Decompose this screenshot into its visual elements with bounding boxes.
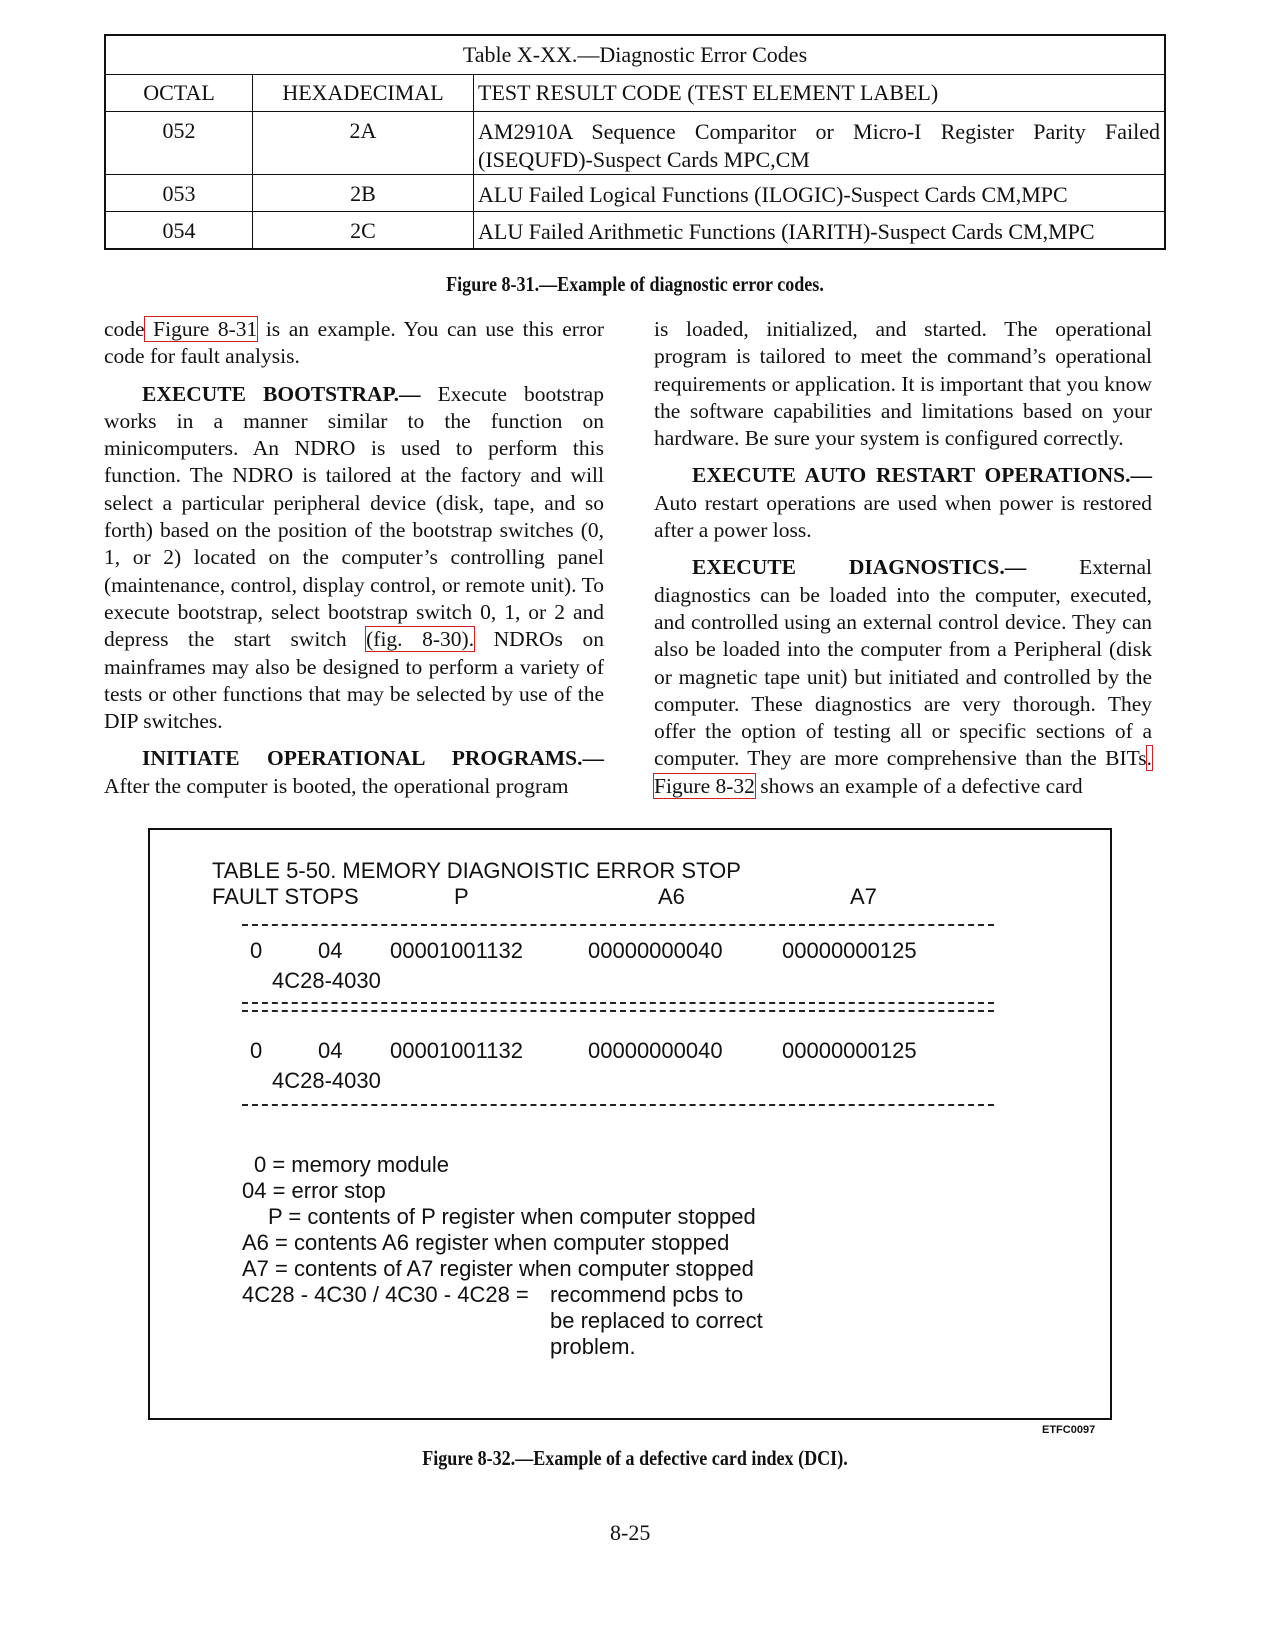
cell-octal: 052 <box>105 112 253 175</box>
legend-line: A6 = contents A6 register when computer stopped <box>242 1230 730 1255</box>
col-header-hex: HEXADECIMAL <box>253 75 474 112</box>
entry-a6: 00000000040 <box>588 938 723 963</box>
cell-result: AM2910A Sequence Comparitor or Micro-I Register Parity Failed (ISEQUFD)-Suspect Cards MPC,CM <box>474 112 1166 175</box>
table-row <box>105 112 1165 175</box>
text: NDROs on mainframes may also be designed to perform a variety of tests or other functions that may be selected by use of the DIP switches. <box>104 627 604 734</box>
section-heading: EXECUTE AUTO RESTART OPERATIONS.— <box>692 463 1152 488</box>
legend-pcbs-key: 4C28 - 4C30 / 4C30 - 4C28 = <box>242 1282 529 1307</box>
paragraph-execute-diagnostics <box>654 554 1152 800</box>
paragraph-intro <box>104 316 604 371</box>
divider <box>242 1104 994 1106</box>
cell-octal: 054 <box>105 212 253 250</box>
divider <box>242 924 994 926</box>
text: Auto restart operations are used when power is restored after a power loss. <box>654 490 1152 543</box>
divider <box>242 1002 994 1004</box>
table-row <box>105 175 1165 212</box>
dci-header-p: P <box>454 884 469 909</box>
dci-header-fault-stops: FAULT STOPS <box>212 884 359 909</box>
paragraph-initiate-programs <box>104 745 604 800</box>
dci-header-a6: A6 <box>658 884 685 909</box>
figure-8-32-caption: Figure 8-32.—Example of a defective card index (DCI). <box>422 1446 848 1470</box>
text: shows an example of a defective card <box>754 773 1083 798</box>
text: code <box>104 317 145 341</box>
table-row <box>105 212 1165 250</box>
entry-p: 00001001132 <box>390 1038 523 1063</box>
paragraph-auto-restart <box>654 462 1152 544</box>
figure-8-32-link[interactable]: . Figure 8-32 <box>654 746 1152 798</box>
text: Execute bootstrap works in a manner similar to the function on minicomputers. An NDRO is used to perform this function. The NDRO is tailored at the factory and will select a particular peripheral device (disk, tape, and so forth) based on the position of the bootstrap switches (0, 1, or 2) located on the computer’s controlling panel (maintenance, control, display control, or remote unit). To execute bootstrap, select bootstrap switch 0, 1, or 2 and depress the start switch <box>104 381 604 652</box>
cell-result: ALU Failed Arithmetic Functions (IARITH)-Suspect Cards CM,MPC <box>474 212 1166 250</box>
right-column <box>654 316 1152 810</box>
left-column <box>104 316 604 810</box>
diagnostic-error-codes-table <box>104 34 1166 250</box>
cell-hex: 2C <box>253 212 474 250</box>
entry-a7: 00000000125 <box>782 938 917 963</box>
entry-error-stop: 04 <box>318 1038 343 1063</box>
legend-line: P = contents of P register when computer stopped <box>268 1204 756 1229</box>
entry-pcbs: 4C28-4030 <box>272 1068 381 1093</box>
cell-result: ALU Failed Logical Functions (ILOGIC)-Suspect Cards CM,MPC <box>474 175 1166 212</box>
dci-title: TABLE 5-50. MEMORY DIAGNOISTIC ERROR STOP <box>212 858 741 883</box>
legend-line: 04 = error stop <box>242 1178 386 1203</box>
text: After the computer is booted, the operational program <box>104 773 569 798</box>
col-header-octal: OCTAL <box>105 75 253 112</box>
text: External diagnostics can be loaded into the computer, executed, and controlled using an external control device. They can also be loaded into the computer from a Peripheral (disk or magnetic tape unit) but initiated and controlled by the computer. These diagnostics are very thorough. They offer the option of testing all or specific sections of a computer. They are more comprehensive than the BITs <box>654 555 1152 771</box>
col-header-result: TEST RESULT CODE (TEST ELEMENT LABEL) <box>474 75 1166 112</box>
entry-p: 00001001132 <box>390 938 523 963</box>
entry-module: 0 <box>250 938 263 963</box>
paragraph-operational: is loaded, initialized, and started. The operational program is tailored to meet the command’s operational requirements or application. It is important that you know the software capabilities and limitations based on your hardware. Be sure your system is configured correctly. <box>654 317 1152 451</box>
legend-pcbs-value: be replaced to correct <box>550 1308 763 1333</box>
entry-error-stop: 04 <box>318 938 343 963</box>
cell-octal: 053 <box>105 175 253 212</box>
divider <box>242 1010 994 1012</box>
page-number: 8-25 <box>610 1520 651 1545</box>
fig-8-30-link[interactable]: (fig. 8-30). <box>366 627 475 652</box>
defective-card-index-figure <box>148 828 1112 1420</box>
legend-line: A7 = contents of A7 register when computer stopped <box>242 1256 754 1281</box>
entry-pcbs: 4C28-4030 <box>272 968 381 993</box>
entry-a6: 00000000040 <box>588 1038 723 1063</box>
entry-a7: 00000000125 <box>782 1038 917 1063</box>
cell-hex: 2A <box>253 112 474 175</box>
figure-8-31-caption: Figure 8-31.—Example of diagnostic error codes. <box>446 272 824 296</box>
figure-code: ETFC0097 <box>1042 1424 1096 1436</box>
cell-hex: 2B <box>253 175 474 212</box>
legend-line: 0 = memory module <box>254 1152 450 1177</box>
figure-8-31-link[interactable]: Figure 8-31 <box>144 317 258 341</box>
section-heading: EXECUTE BOOTSTRAP.— <box>142 381 421 406</box>
table-title: Table X-XX.—Diagnostic Error Codes <box>105 35 1165 75</box>
paragraph-execute-bootstrap <box>104 381 604 736</box>
section-heading: EXECUTE DIAGNOSTICS.— <box>692 555 1027 580</box>
entry-module: 0 <box>250 1038 263 1063</box>
text: is an example. You can use this error code for fault analysis. <box>104 317 604 369</box>
legend-pcbs-value: recommend pcbs to <box>550 1282 744 1307</box>
section-heading: INITIATE OPERATIONAL PROGRAMS.— <box>142 746 604 771</box>
dci-header-a7: A7 <box>850 884 877 909</box>
legend-pcbs-value: problem. <box>550 1334 636 1359</box>
